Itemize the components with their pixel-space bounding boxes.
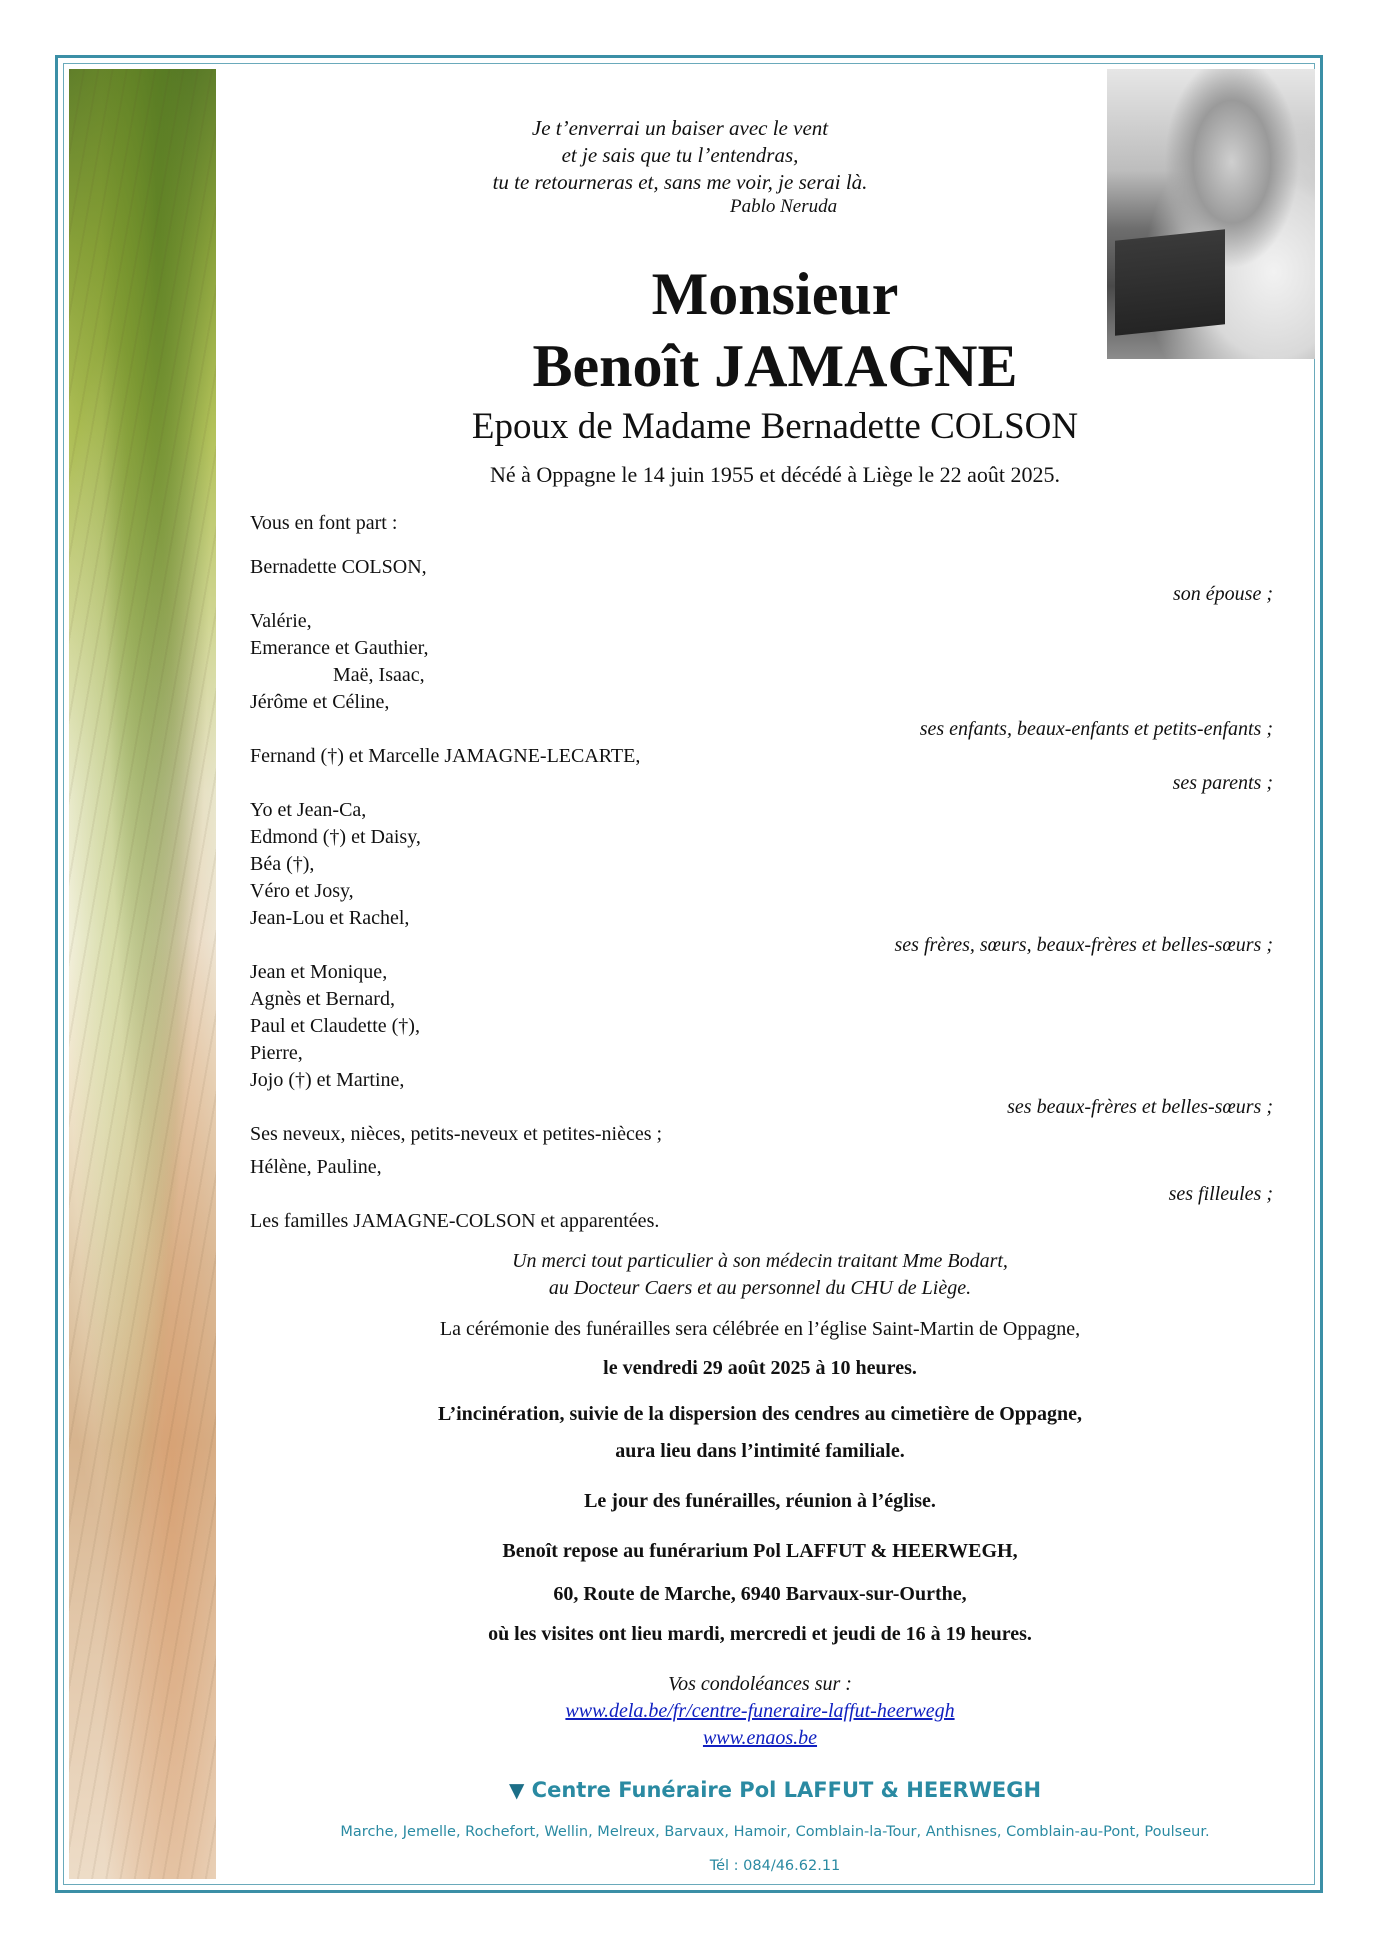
- family-name: Jean-Lou et Rachel,: [250, 907, 410, 929]
- relationship-label: ses parents ;: [1172, 772, 1273, 794]
- funerarium-line-3: où les visites ont lieu mardi, mercredi et jeudi de 16 à 19 heures.: [488, 1623, 1032, 1645]
- family-name: Yo et Jean-Ca,: [250, 799, 367, 821]
- thanks-line-1: Un merci tout particulier à son médecin traitant Mme Bodart,: [512, 1250, 1008, 1272]
- family-name: Jérôme et Céline,: [250, 691, 390, 713]
- company-label: Centre Funéraire Pol LAFFUT & HEERWEGH: [531, 1778, 1042, 1802]
- quote-line-3: tu te retourneras et, sans me voir, je serai là.: [492, 170, 868, 194]
- family-name: Valérie,: [250, 610, 312, 632]
- cremation-line-1: L’incinération, suivie de la dispersion des cendres au cimetière de Oppagne,: [437, 1403, 1083, 1425]
- families-line: Les familles JAMAGNE-COLSON et apparentées.: [250, 1210, 660, 1232]
- company-name: [240, 1778, 1310, 1802]
- company-phone: Tél : 084/46.62.11: [709, 1858, 841, 1874]
- funerarium-line-2: 60, Route de Marche, 6940 Barvaux-sur-Ourthe,: [553, 1583, 967, 1605]
- family-name: Maë, Isaac,: [333, 664, 425, 686]
- family-name: Fernand (†) et Marcelle JAMAGNE-LECARTE,: [250, 745, 641, 767]
- family-name: Véro et Josy,: [250, 880, 354, 902]
- family-name: Hélène, Pauline,: [250, 1156, 382, 1178]
- family-name: Edmond (†) et Daisy,: [250, 826, 421, 848]
- family-name: Jojo (†) et Martine,: [250, 1069, 405, 1091]
- deceased-name: Benoît JAMAGNE: [532, 333, 1018, 399]
- nephews-line: Ses neveux, nièces, petits-neveux et petites-nièces ;: [250, 1123, 663, 1145]
- relationship-label: ses filleules ;: [1168, 1183, 1273, 1205]
- relationship-label: son épouse ;: [1173, 583, 1273, 605]
- forest-path-texture: [69, 69, 216, 1879]
- company-towns: Marche, Jemelle, Rochefort, Wellin, Melreux, Barvaux, Hamoir, Comblain-la-Tour, Anthisnes, Comblain-au-Pont, Poulseur.: [340, 1824, 1210, 1840]
- funerarium-line-1: Benoît repose au funérarium Pol LAFFUT & HEERWEGH,: [502, 1540, 1018, 1562]
- meeting-line: Le jour des funérailles, réunion à l’église.: [584, 1490, 936, 1512]
- relationship-label: ses enfants, beaux-enfants et petits-enfants ;: [919, 718, 1273, 740]
- quote-line-2: et je sais que tu l’entendras,: [561, 143, 799, 167]
- spouse-line: Epoux de Madame Bernadette COLSON: [471, 406, 1079, 447]
- relationship-label: ses beaux-frères et belles-sœurs ;: [1007, 1096, 1273, 1118]
- ceremony-line: La cérémonie des funérailles sera célébrée en l’église Saint-Martin de Oppagne,: [439, 1318, 1081, 1340]
- condolences-label: Vos condoléances sur :: [668, 1673, 852, 1695]
- family-name: Jean et Monique,: [250, 961, 388, 983]
- family-name: Paul et Claudette (†),: [250, 1015, 420, 1037]
- family-name: Pierre,: [250, 1042, 303, 1064]
- announce-label: Vous en font part :: [250, 512, 398, 534]
- triangle-down-icon: ▼: [508, 1778, 525, 1802]
- cremation-line-2: aura lieu dans l’intimité familiale.: [615, 1440, 905, 1462]
- quote-author: Pablo Neruda: [730, 196, 838, 217]
- thanks-line-2: au Docteur Caers et au personnel du CHU de Liège.: [548, 1277, 972, 1299]
- relationship-label: ses frères, sœurs, beaux-frères et belles-sœurs ;: [894, 934, 1273, 956]
- birth-death-dates: Né à Oppagne le 14 juin 1955 et décédé à Liège le 22 août 2025.: [490, 462, 1060, 487]
- quote-line-1: Je t’enverrai un baiser avec le vent: [531, 116, 829, 140]
- family-name: Béa (†),: [250, 853, 315, 875]
- family-name: Agnès et Bernard,: [250, 988, 395, 1010]
- condolences-link-dela[interactable]: www.dela.be/fr/centre-funeraire-laffut-heerwegh: [565, 1700, 955, 1722]
- family-name: Emerance et Gauthier,: [250, 637, 429, 659]
- ceremony-date: le vendredi 29 août 2025 à 10 heures.: [603, 1357, 917, 1379]
- deceased-civility: Monsieur: [651, 261, 899, 327]
- condolences-link-enaos[interactable]: www.enaos.be: [702, 1727, 818, 1749]
- family-name: Bernadette COLSON,: [250, 556, 427, 578]
